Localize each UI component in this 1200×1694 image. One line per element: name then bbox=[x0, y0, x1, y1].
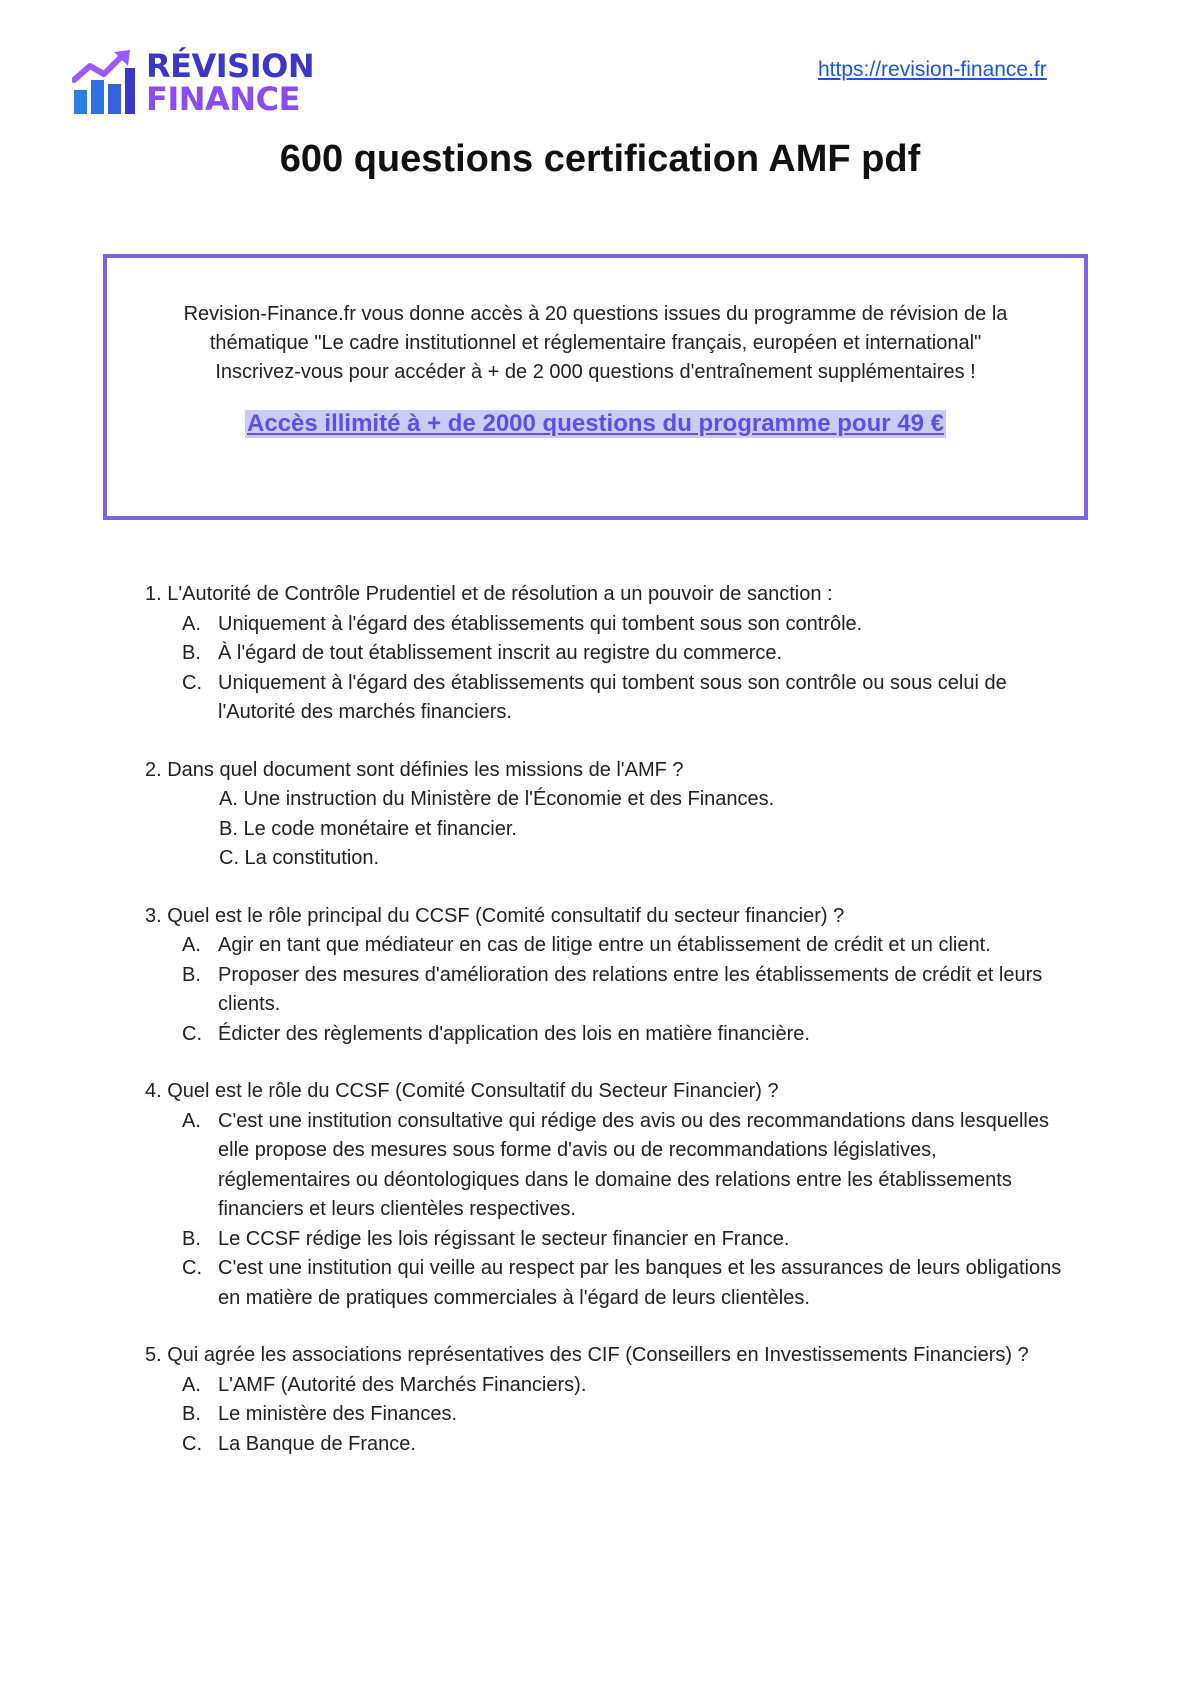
option-letter: B. bbox=[182, 963, 201, 986]
answer-option: B. Le code monétaire et financier. bbox=[219, 817, 517, 840]
option-letter: A. bbox=[182, 612, 201, 635]
option-letter: B. bbox=[182, 642, 201, 664]
option-letter: A. bbox=[182, 934, 201, 956]
answer-option: A. Une instruction du Ministère de l'Économie et des Finances. bbox=[219, 788, 775, 810]
question-text: 1. L'Autorité de Contrôle Prudentiel et de résolution a un pouvoir de sanction : bbox=[145, 583, 833, 605]
promo-line: Inscrivez-vous pour accéder à + de 2 000 questions d'entraînement supplémentaires ! bbox=[215, 361, 976, 383]
answer-option bbox=[145, 610, 1065, 640]
brand-wordmark bbox=[146, 47, 315, 118]
option-text: Proposer des mesures d'amélioration des relations entre les établissements de crédit et leurs clients. bbox=[218, 963, 1043, 1015]
brand-line-2: FINANCE bbox=[146, 80, 300, 118]
page-title: 600 questions certification AMF pdf bbox=[279, 138, 921, 180]
answer-option bbox=[145, 1225, 1065, 1255]
question-item bbox=[145, 1341, 1065, 1459]
option-text: Uniquement à l'égard des établissements qui tombent sous son contrôle. bbox=[218, 612, 863, 635]
question-item bbox=[145, 580, 1065, 728]
answer-option bbox=[145, 931, 1065, 961]
brand-logo bbox=[72, 47, 332, 118]
answer-option bbox=[145, 639, 1065, 669]
option-letter: C. bbox=[182, 1432, 202, 1455]
answer-option bbox=[145, 1107, 1065, 1225]
answer-option bbox=[145, 1020, 1065, 1050]
option-text: Agir en tant que médiateur en cas de litige entre un établissement de crédit et un client. bbox=[218, 934, 991, 956]
option-letter: B. bbox=[182, 1227, 201, 1250]
question-text: 3. Quel est le rôle principal du CCSF (Comité consultatif du secteur financier) ? bbox=[145, 904, 845, 927]
growth-chart-icon bbox=[72, 50, 136, 118]
option-letter: B. bbox=[182, 1403, 201, 1425]
answer-option: C. La constitution. bbox=[219, 847, 380, 869]
option-text: Le ministère des Finances. bbox=[218, 1403, 458, 1425]
answer-option bbox=[145, 1430, 1065, 1460]
question-item bbox=[145, 756, 1065, 874]
answer-option bbox=[145, 1400, 1065, 1430]
option-text: Édicter des règlements d'application des lois en matière financière. bbox=[218, 1022, 810, 1045]
option-text: C'est une institution qui veille au respect par les banques et les assurances de leurs obligations en matière de pratiques commerciales à l'égard de leurs clientèles. bbox=[218, 1257, 1062, 1309]
option-text: Le CCSF rédige les lois régissant le secteur financier en France. bbox=[218, 1227, 790, 1250]
brand-line-1: RÉVISION bbox=[146, 47, 315, 85]
promo-box bbox=[103, 254, 1088, 520]
answer-option bbox=[145, 1254, 1065, 1313]
question-item bbox=[145, 1077, 1065, 1313]
promo-line: Revision-Finance.fr vous donne accès à 20 questions issues du programme de révision de la thématique "Le cadre institutionnel et réglementaire français, européen et international" bbox=[183, 303, 1008, 354]
question-text: 4. Quel est le rôle du CCSF (Comité Consultatif du Secteur Financier) ? bbox=[145, 1080, 779, 1102]
option-letter: A. bbox=[182, 1373, 201, 1396]
option-letter: A. bbox=[182, 1109, 201, 1132]
question-list bbox=[145, 580, 1065, 1487]
option-text: Uniquement à l'égard des établissements qui tombent sous son contrôle ou sous celui de l'Autorité des marchés financiers. bbox=[218, 671, 1007, 723]
answer-option bbox=[145, 961, 1065, 1020]
option-letter: C. bbox=[182, 671, 202, 694]
site-link[interactable]: https://revision-finance.fr bbox=[818, 58, 1047, 81]
option-text: C'est une institution consultative qui rédige des avis ou des recommandations dans lesquelles elle propose des mesures sous forme d'avis ou de recommandations législatives, réglementaires ou déontologiques dans le domaine des relations entre les établissements financiers et leurs clientèles respectives. bbox=[218, 1109, 1049, 1220]
option-letter: C. bbox=[182, 1022, 202, 1045]
answer-option bbox=[145, 1371, 1065, 1401]
option-text: L'AMF (Autorité des Marchés Financiers). bbox=[218, 1373, 587, 1396]
answer-option bbox=[145, 669, 1065, 728]
option-text: La Banque de France. bbox=[218, 1432, 416, 1455]
option-text: À l'égard de tout établissement inscrit au registre du commerce. bbox=[218, 642, 783, 664]
question-item bbox=[145, 902, 1065, 1050]
promo-cta-link[interactable]: Accès illimité à + de 2000 questions du programme pour 49 € bbox=[247, 410, 944, 437]
question-text: 5. Qui agrée les associations représentatives des CIF (Conseillers en Investissements Financiers) ? bbox=[145, 1344, 1029, 1366]
question-text: 2. Dans quel document sont définies les missions de l'AMF ? bbox=[145, 758, 684, 781]
promo-text bbox=[147, 300, 1044, 387]
option-letter: C. bbox=[182, 1257, 202, 1279]
